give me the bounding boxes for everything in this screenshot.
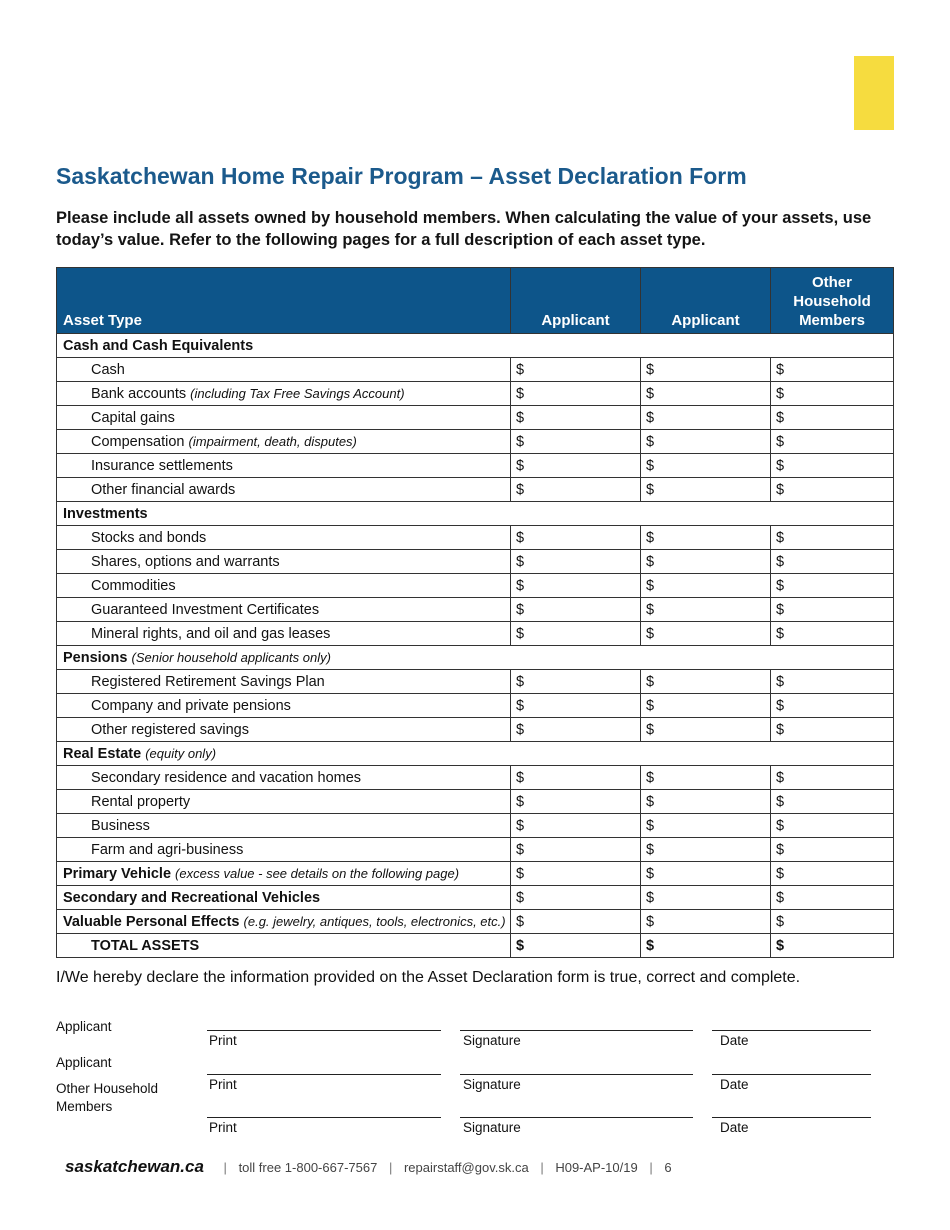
asset-label: Registered Retirement Savings Plan bbox=[91, 673, 325, 690]
section-title-cell bbox=[57, 646, 894, 670]
asset-label-cell bbox=[57, 526, 511, 550]
asset-label: Bank accounts bbox=[91, 385, 187, 402]
footer-phone: toll free 1-800-667-7567 bbox=[238, 1160, 378, 1175]
asset-label: Commodities bbox=[91, 577, 176, 594]
applicant-1-amount-input[interactable] bbox=[511, 406, 641, 430]
applicant-2-amount-input[interactable] bbox=[641, 886, 771, 910]
other-members-amount-input[interactable] bbox=[771, 838, 894, 862]
asset-label: Rental property bbox=[91, 793, 191, 810]
asset-note: (e.g. jewelry, antiques, tools, electronics, etc.) bbox=[243, 913, 506, 929]
currency-symbol: $ bbox=[516, 601, 525, 618]
asset-label-cell bbox=[57, 574, 511, 598]
table-row bbox=[57, 694, 894, 718]
currency-symbol: $ bbox=[646, 913, 655, 930]
table-row bbox=[57, 550, 894, 574]
table-row bbox=[57, 718, 894, 742]
table-row bbox=[57, 526, 894, 550]
asset-label: Capital gains bbox=[91, 409, 175, 426]
currency-symbol: $ bbox=[646, 361, 655, 378]
applicant-2-amount-input[interactable] bbox=[641, 670, 771, 694]
asset-label-cell bbox=[57, 814, 511, 838]
yellow-corner-tab bbox=[854, 56, 894, 130]
currency-symbol: $ bbox=[776, 361, 785, 378]
table-row bbox=[57, 382, 894, 406]
asset-label-cell bbox=[57, 550, 511, 574]
signature-line[interactable] bbox=[460, 1117, 693, 1118]
other-members-amount-input[interactable] bbox=[771, 622, 894, 646]
currency-symbol: $ bbox=[646, 625, 655, 642]
currency-symbol: $ bbox=[516, 865, 525, 882]
asset-label: Other registered savings bbox=[91, 721, 249, 738]
print-name-label: Print bbox=[209, 1077, 237, 1092]
applicant-2-amount-input[interactable] bbox=[641, 358, 771, 382]
section-row bbox=[57, 334, 894, 358]
intro-text: Please include all assets owned by household members. When calculating the value of your assets, use today’s value. Refer to the following pages for a full description of each asset type. bbox=[56, 209, 872, 249]
currency-symbol: $ bbox=[646, 385, 655, 402]
footer-separator: | bbox=[649, 1160, 653, 1175]
applicant-1-amount-input[interactable] bbox=[511, 766, 641, 790]
applicant-2-amount-input[interactable] bbox=[641, 910, 771, 934]
asset-note: (impairment, death, disputes) bbox=[188, 433, 357, 449]
section-title-cell bbox=[57, 502, 894, 526]
footer-separator: | bbox=[223, 1160, 227, 1175]
footer-form-code: H09-AP-10/19 bbox=[555, 1160, 638, 1175]
applicant-1-amount-input[interactable] bbox=[511, 430, 641, 454]
currency-symbol: $ bbox=[646, 481, 655, 498]
table-row bbox=[57, 814, 894, 838]
asset-label: Business bbox=[91, 817, 150, 834]
date-line[interactable] bbox=[712, 1030, 871, 1031]
section-note: (Senior household applicants only) bbox=[131, 649, 331, 665]
date-line[interactable] bbox=[712, 1117, 871, 1118]
asset-label-cell bbox=[57, 670, 511, 694]
asset-label-cell bbox=[57, 358, 511, 382]
footer-email: repairstaff@gov.sk.ca bbox=[403, 1160, 529, 1175]
currency-symbol: $ bbox=[646, 697, 655, 714]
asset-label-cell bbox=[57, 718, 511, 742]
applicant-2-amount-input[interactable] bbox=[641, 622, 771, 646]
asset-label: Insurance settlements bbox=[91, 457, 233, 474]
asset-label-cell bbox=[57, 430, 511, 454]
other-members-amount-input[interactable] bbox=[771, 598, 894, 622]
asset-label: Shares, options and warrants bbox=[91, 553, 280, 570]
asset-label-cell bbox=[57, 382, 511, 406]
currency-symbol: $ bbox=[776, 913, 785, 930]
currency-symbol: $ bbox=[646, 577, 655, 594]
asset-note: (including Tax Free Savings Account) bbox=[190, 385, 405, 401]
asset-label: Company and private pensions bbox=[91, 697, 291, 714]
declaration-text: I/We hereby declare the information provided on the Asset Declaration form is true, correct and complete. bbox=[56, 969, 801, 986]
section-row bbox=[57, 742, 894, 766]
applicant-1-amount-input[interactable] bbox=[511, 718, 641, 742]
currency-symbol: $ bbox=[776, 673, 785, 690]
applicant-1-amount-input[interactable] bbox=[511, 910, 641, 934]
applicant-1-total-input[interactable] bbox=[511, 934, 641, 958]
section-note: (equity only) bbox=[145, 745, 217, 761]
applicant-1-amount-input[interactable] bbox=[511, 382, 641, 406]
other-members-amount-input[interactable] bbox=[771, 862, 894, 886]
section-row bbox=[57, 646, 894, 670]
other-members-amount-input[interactable] bbox=[771, 406, 894, 430]
currency-symbol: $ bbox=[646, 889, 655, 906]
applicant-2-amount-input[interactable] bbox=[641, 766, 771, 790]
asset-label: Farm and agri-business bbox=[91, 841, 244, 858]
footer-brand: saskatchewan.ca bbox=[65, 1157, 204, 1176]
asset-label: Secondary residence and vacation homes bbox=[91, 769, 362, 786]
currency-symbol: $ bbox=[516, 385, 525, 402]
section-title-cell bbox=[57, 742, 894, 766]
other-members-total-input[interactable] bbox=[771, 934, 894, 958]
table-row bbox=[57, 358, 894, 382]
print-name-line[interactable] bbox=[207, 1117, 441, 1118]
asset-table bbox=[56, 267, 894, 958]
other-members-amount-input[interactable] bbox=[771, 382, 894, 406]
currency-symbol: $ bbox=[776, 529, 785, 546]
signer-label: Applicant bbox=[56, 1055, 112, 1070]
table-row bbox=[57, 598, 894, 622]
other-members-amount-input[interactable] bbox=[771, 574, 894, 598]
date-line[interactable] bbox=[712, 1074, 871, 1075]
applicant-2-amount-input[interactable] bbox=[641, 526, 771, 550]
applicant-1-amount-input[interactable] bbox=[511, 574, 641, 598]
other-members-amount-input[interactable] bbox=[771, 814, 894, 838]
asset-label: Stocks and bonds bbox=[91, 529, 207, 546]
asset-label-cell bbox=[57, 766, 511, 790]
applicant-1-amount-input[interactable] bbox=[511, 694, 641, 718]
table-row bbox=[57, 766, 894, 790]
section-row bbox=[57, 502, 894, 526]
currency-symbol: $ bbox=[776, 721, 785, 738]
table-row bbox=[57, 862, 894, 886]
table-row bbox=[57, 838, 894, 862]
print-name-label: Print bbox=[209, 1120, 237, 1135]
table-row bbox=[57, 910, 894, 934]
total-label: TOTAL ASSETS bbox=[57, 934, 511, 958]
total-row bbox=[57, 934, 894, 958]
currency-symbol: $ bbox=[516, 577, 525, 594]
currency-symbol: $ bbox=[516, 817, 525, 834]
signature-line[interactable] bbox=[460, 1030, 693, 1031]
currency-symbol: $ bbox=[516, 457, 525, 474]
currency-symbol: $ bbox=[516, 697, 525, 714]
currency-symbol: $ bbox=[776, 841, 785, 858]
applicant-1-amount-input[interactable] bbox=[511, 886, 641, 910]
footer bbox=[65, 1157, 672, 1177]
currency-symbol: $ bbox=[516, 361, 525, 378]
currency-symbol: $ bbox=[646, 433, 655, 450]
date-label: Date bbox=[720, 1077, 749, 1092]
asset-label: Valuable Personal Effects bbox=[63, 913, 240, 930]
currency-symbol: $ bbox=[776, 601, 785, 618]
section-title-cell bbox=[57, 334, 894, 358]
currency-symbol: $ bbox=[646, 937, 655, 954]
applicant-1-amount-input[interactable] bbox=[511, 550, 641, 574]
date-label: Date bbox=[720, 1120, 749, 1135]
asset-label: Cash bbox=[91, 361, 125, 378]
table-row bbox=[57, 670, 894, 694]
currency-symbol: $ bbox=[646, 793, 655, 810]
other-members-amount-input[interactable] bbox=[771, 454, 894, 478]
currency-symbol: $ bbox=[646, 601, 655, 618]
currency-symbol: $ bbox=[646, 673, 655, 690]
column-header-asset-type: Asset Type bbox=[57, 268, 511, 334]
currency-symbol: $ bbox=[516, 481, 525, 498]
currency-symbol: $ bbox=[516, 841, 525, 858]
date-label: Date bbox=[720, 1033, 749, 1048]
applicant-1-amount-input[interactable] bbox=[511, 526, 641, 550]
print-name-line[interactable] bbox=[207, 1030, 441, 1031]
footer-separator: | bbox=[540, 1160, 544, 1175]
table-row bbox=[57, 574, 894, 598]
currency-symbol: $ bbox=[776, 865, 785, 882]
applicant-1-amount-input[interactable] bbox=[511, 598, 641, 622]
applicant-2-amount-input[interactable] bbox=[641, 550, 771, 574]
other-members-amount-input[interactable] bbox=[771, 694, 894, 718]
currency-symbol: $ bbox=[516, 769, 525, 786]
other-members-amount-input[interactable] bbox=[771, 718, 894, 742]
asset-label: Secondary and Recreational Vehicles bbox=[63, 889, 321, 906]
section-title: Pensions bbox=[63, 649, 128, 666]
applicant-1-amount-input[interactable] bbox=[511, 790, 641, 814]
asset-note: (excess value - see details on the following page) bbox=[175, 865, 460, 881]
table-row bbox=[57, 478, 894, 502]
other-members-amount-input[interactable] bbox=[771, 790, 894, 814]
asset-label: Guaranteed Investment Certificates bbox=[91, 601, 320, 618]
signature-label: Signature bbox=[463, 1077, 521, 1092]
currency-symbol: $ bbox=[646, 553, 655, 570]
currency-symbol: $ bbox=[646, 769, 655, 786]
currency-symbol: $ bbox=[516, 913, 525, 930]
currency-symbol: $ bbox=[776, 409, 785, 426]
page-title: Saskatchewan Home Repair Program – Asset Declaration Form bbox=[56, 163, 747, 189]
currency-symbol: $ bbox=[516, 721, 525, 738]
applicant-1-amount-input[interactable] bbox=[511, 814, 641, 838]
applicant-1-amount-input[interactable] bbox=[511, 670, 641, 694]
other-members-amount-input[interactable] bbox=[771, 886, 894, 910]
print-name-line[interactable] bbox=[207, 1074, 441, 1075]
applicant-1-amount-input[interactable] bbox=[511, 862, 641, 886]
currency-symbol: $ bbox=[776, 889, 785, 906]
currency-symbol: $ bbox=[776, 385, 785, 402]
asset-label-cell bbox=[57, 406, 511, 430]
asset-label-cell bbox=[57, 694, 511, 718]
footer-page-number: 6 bbox=[664, 1160, 672, 1175]
currency-symbol: $ bbox=[516, 529, 525, 546]
table-header-row bbox=[57, 268, 894, 334]
currency-symbol: $ bbox=[516, 433, 525, 450]
table-row bbox=[57, 886, 894, 910]
currency-symbol: $ bbox=[646, 841, 655, 858]
currency-symbol: $ bbox=[776, 625, 785, 642]
other-members-amount-input[interactable] bbox=[771, 670, 894, 694]
column-header-other-members: Other Household Members bbox=[771, 268, 894, 334]
other-members-amount-input[interactable] bbox=[771, 526, 894, 550]
asset-label: Other financial awards bbox=[91, 481, 236, 498]
applicant-1-amount-input[interactable] bbox=[511, 358, 641, 382]
applicant-2-amount-input[interactable] bbox=[641, 862, 771, 886]
currency-symbol: $ bbox=[646, 865, 655, 882]
signature-label: Signature bbox=[463, 1120, 521, 1135]
applicant-2-amount-input[interactable] bbox=[641, 718, 771, 742]
currency-symbol: $ bbox=[516, 937, 525, 954]
currency-symbol: $ bbox=[776, 577, 785, 594]
currency-symbol: $ bbox=[516, 553, 525, 570]
applicant-2-total-input[interactable] bbox=[641, 934, 771, 958]
applicant-2-amount-input[interactable] bbox=[641, 454, 771, 478]
currency-symbol: $ bbox=[776, 481, 785, 498]
footer-separator: | bbox=[388, 1160, 393, 1175]
currency-symbol: $ bbox=[646, 721, 655, 738]
asset-label-cell bbox=[57, 454, 511, 478]
asset-label: Compensation bbox=[91, 433, 185, 450]
currency-symbol: $ bbox=[776, 457, 785, 474]
currency-symbol: $ bbox=[516, 673, 525, 690]
asset-label-cell bbox=[57, 790, 511, 814]
currency-symbol: $ bbox=[776, 769, 785, 786]
column-header-applicant-1: Applicant bbox=[511, 268, 641, 334]
table-row bbox=[57, 622, 894, 646]
applicant-1-amount-input[interactable] bbox=[511, 454, 641, 478]
asset-label-cell bbox=[57, 478, 511, 502]
asset-label-cell bbox=[57, 622, 511, 646]
other-members-amount-input[interactable] bbox=[771, 430, 894, 454]
asset-label: Mineral rights, and oil and gas leases bbox=[91, 625, 331, 642]
currency-symbol: $ bbox=[776, 697, 785, 714]
signer-label: Applicant bbox=[56, 1019, 112, 1034]
asset-label-cell bbox=[57, 886, 511, 910]
applicant-2-amount-input[interactable] bbox=[641, 382, 771, 406]
table-row bbox=[57, 454, 894, 478]
currency-symbol: $ bbox=[646, 409, 655, 426]
signer-label: Other Household Members bbox=[56, 1081, 159, 1114]
asset-label: Primary Vehicle bbox=[63, 865, 172, 882]
other-members-amount-input[interactable] bbox=[771, 910, 894, 934]
currency-symbol: $ bbox=[776, 937, 785, 954]
applicant-2-amount-input[interactable] bbox=[641, 598, 771, 622]
signature-label: Signature bbox=[463, 1033, 521, 1048]
asset-label-cell bbox=[57, 862, 511, 886]
currency-symbol: $ bbox=[516, 889, 525, 906]
currency-symbol: $ bbox=[776, 553, 785, 570]
asset-label-cell bbox=[57, 838, 511, 862]
currency-symbol: $ bbox=[646, 817, 655, 834]
applicant-2-amount-input[interactable] bbox=[641, 574, 771, 598]
section-title: Investments bbox=[63, 505, 148, 522]
currency-symbol: $ bbox=[516, 793, 525, 810]
applicant-1-amount-input[interactable] bbox=[511, 622, 641, 646]
applicant-2-amount-input[interactable] bbox=[641, 838, 771, 862]
column-header-applicant-2: Applicant bbox=[641, 268, 771, 334]
applicant-1-amount-input[interactable] bbox=[511, 838, 641, 862]
currency-symbol: $ bbox=[776, 433, 785, 450]
currency-symbol: $ bbox=[646, 457, 655, 474]
table-row bbox=[57, 406, 894, 430]
asset-label-cell bbox=[57, 598, 511, 622]
applicant-1-amount-input[interactable] bbox=[511, 478, 641, 502]
currency-symbol: $ bbox=[646, 529, 655, 546]
signature-line[interactable] bbox=[460, 1074, 693, 1075]
applicant-2-amount-input[interactable] bbox=[641, 790, 771, 814]
table-row bbox=[57, 430, 894, 454]
asset-label-cell bbox=[57, 910, 511, 934]
applicant-2-amount-input[interactable] bbox=[641, 694, 771, 718]
currency-symbol: $ bbox=[776, 817, 785, 834]
applicant-2-amount-input[interactable] bbox=[641, 814, 771, 838]
other-members-amount-input[interactable] bbox=[771, 478, 894, 502]
currency-symbol: $ bbox=[516, 625, 525, 642]
currency-symbol: $ bbox=[516, 409, 525, 426]
print-name-label: Print bbox=[209, 1033, 237, 1048]
other-members-amount-input[interactable] bbox=[771, 358, 894, 382]
other-members-amount-input[interactable] bbox=[771, 550, 894, 574]
applicant-2-amount-input[interactable] bbox=[641, 430, 771, 454]
other-members-amount-input[interactable] bbox=[771, 766, 894, 790]
currency-symbol: $ bbox=[776, 793, 785, 810]
table-row bbox=[57, 790, 894, 814]
section-title: Cash and Cash Equivalents bbox=[63, 337, 254, 354]
applicant-2-amount-input[interactable] bbox=[641, 406, 771, 430]
section-title: Real Estate bbox=[63, 745, 142, 762]
applicant-2-amount-input[interactable] bbox=[641, 478, 771, 502]
